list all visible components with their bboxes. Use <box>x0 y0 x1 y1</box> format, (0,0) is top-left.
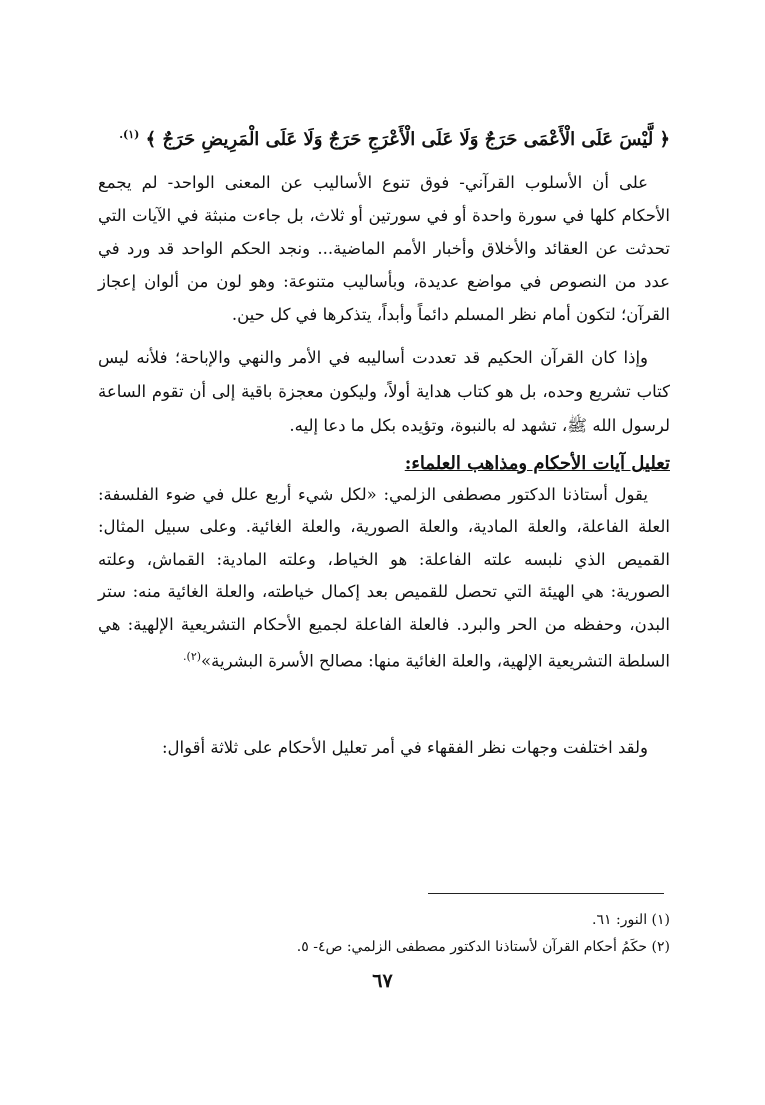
quote-footnote-ref: (٢). <box>183 650 202 664</box>
paragraph-quran-styles: وإذا كان القرآن الحكيم قد تعددت أساليبه في الأمر والنهي والإباحة؛ فلأنه ليس كتاب تشريع وحده، بل هو كتاب هداية أولاً، وليكون معجزة باقية إلى أن تقوم الساعة لرسول الله ﷺ، تشهد له بالنبوة، وتؤيده بكل ما دعا إليه. <box>98 348 670 435</box>
quote-text: يقول أستاذنا الدكتور مصطفى الزلمي: «لكل شيء أربع علل في ضوء الفلسفة: العلة الفاعلة، والعلة المادية، والعلة الصورية، والعلة الغائية. وعلى سبيل المثال: القميص الذي نلبسه علته الفاعلة: هو الخياط، وعلته المادية: القماش، وعلته الصورية: هي الهيئة التي تحصل للقميص بعد إكمال خياطته، والعلة الغائية منه: ستر البدن، وحفظه من الحر والبرد. فالعلة الفاعلة لجميع الأحكام التشريعية الإلهية: هي السلطة التشريعية الإلهية، والعلة الغائية منها: مصالح الأسرة البشرية» <box>98 485 670 671</box>
verse-footnote-ref: (١). <box>119 128 140 141</box>
paragraph-scholars-opinions: ولقد اختلفت وجهات نظر الفقهاء في أمر تعليل الأحكام على ثلاثة أقوال: <box>161 738 648 757</box>
quran-verse <box>110 118 670 157</box>
paragraph-zalmi-quote <box>98 479 670 678</box>
footnote-separator <box>428 893 664 894</box>
footnote-1: (١) النور: ٦١. <box>592 912 670 928</box>
verse-text: ﴿ لَّيْسَ عَلَى الْأَعْمَى حَرَجٌ وَلَا عَلَى الْأَعْرَجِ حَرَجٌ وَلَا عَلَى الْمَرِيضِ حَرَجٌ ﴾ <box>145 129 670 150</box>
page-number: ٦٧ <box>372 970 393 992</box>
footnote-2: (٢) حكَمُ أحكام القرآن لأستاذنا الدكتور مصطفى الزلمي: ص٤- ٥. <box>296 939 670 955</box>
paragraph-quranic-style: على أن الأسلوب القرآني- فوق تنوع الأساليب عن المعنى الواحد- لم يجمع الأحكام كلها في سورة واحدة أو في سورتين أو ثلاث، بل جاءت منبثة في الآيات التي تحدثت عن العقائد والأخلاق وأخبار الأمم الماضية... ونجد الحكم الواحد قد ورد في عدد من النصوص في مواضع عديدة، وبأساليب متنوعة: وهو لون من ألوان إعجاز القرآن؛ لتكون أمام نظر المسلم دائماً وأبداً، يتذكرها في كل حين. <box>98 173 670 324</box>
section-heading: تعليل آيات الأحكام ومذاهب العلماء: <box>404 453 670 474</box>
